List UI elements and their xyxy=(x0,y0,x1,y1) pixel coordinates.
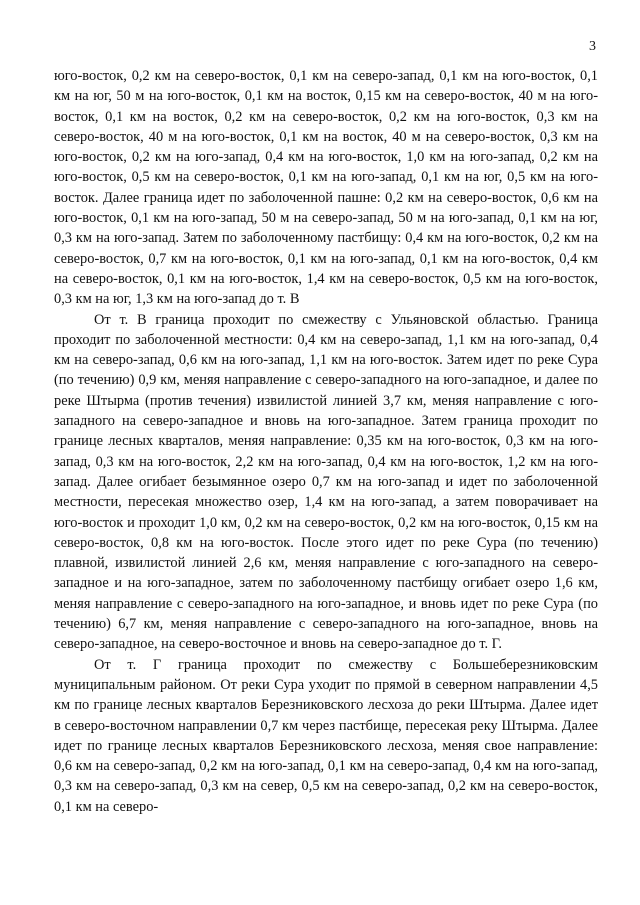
paragraph-point-v: От т. В граница проходит по смежеству с Ульяновской областью. Граница проходит по заболоченной местности: 0,4 км на северо-запад, 1,1 км на юго-запад, 0,4 км на северо-запад, 0,6 км на юго-запад, 1,1 км на юго-восток. Затем идет по реке Сура (по течению) 0,9 км, меняя направление с северо-западного на юго-западное, и далее по реке Штырма (против течения) извилистой линией 3,7 км, меняя направление с юго-западного на северо-западное и вновь на юго-западное. Затем граница проходит по границе лесных кварталов, меняя направление: 0,35 км на юго-восток, 0,3 км на юго-запад, 0,3 км на юго-восток, 2,2 км на юго-запад, 0,4 км на юго-восток, 1,2 км на юго-запад. Далее огибает безымянное озеро 0,7 км на юго-запад и идет по заболоченной местности, пересекая множество озер, 1,4 км на юго-запад, а затем поворачивает на юго-восток и проходит 1,0 км, 0,2 км на северо-восток, 0,2 км на юго-восток, 0,15 км на северо-восток, 0,8 км на юго-восток. После этого идет по реке Сура (по течению) плавной, извилистой линией 2,6 км, меняя направление с юго-западного на северо-западное и на юго-западное, затем по заболоченному пастбищу огибает озеро 1,6 км, меняя направление с северо-западного на юго-западное, и вновь идет по реке Сура (по течению) 6,7 км, меняя направление с северо-западного на юго-западное, вновь на северо-западное, на северо-восточное и вновь на северо-западное до т. Г. xyxy=(54,311,598,653)
page-number: 3 xyxy=(589,39,596,54)
paragraph-point-g: От т. Г граница проходит по смежеству с Большеберезниковским муниципальным районом. От реки Сура уходит по прямой в северном направлении 4,5 км по границе лесных кварталов Березниковского лесхоза до реки Штырма. Далее идет в северо-восточном направлении 0,7 км через пастбище, пересекая реку Штырма. Далее идет по границе лесных кварталов Березниковского лесхоза, меняя свое направление: 0,6 км на северо-запад, 0,2 км на юго-запад, 0,1 км на северо-запад, 0,4 км на юго-запад, 0,3 км на северо-запад, 0,3 км на север, 0,5 км на северо-запад, 0,2 км на северо-восток, 0,1 км на северо- xyxy=(54,656,598,815)
paragraph-continuation: юго-восток, 0,2 км на северо-восток, 0,1 км на северо-запад, 0,1 км на юго-восток, 0,1 км на юг, 50 м на юго-восток, 0,1 км на восток, 0,15 км на северо-восток, 40 м на юго-восток, 0,1 км на восток, 0,2 км на северо-восток, 0,2 км на юго-восток, 0,3 км на северо-восток, 40 м на юго-восток, 0,1 км на восток, 40 м на северо-восток, 0,3 км на юго-восток, 0,2 км на юго-запад, 0,4 км на юго-восток, 1,0 км на юго-запад, 0,2 км на юго-восток, 0,5 км на северо-восток, 0,1 км на юго-запад, 0,1 км на юг, 0,5 км на юго-восток. Далее граница идет по заболоченной пашне: 0,2 км на северо-восток, 0,6 км на юго-восток, 0,1 км на юго-запад, 50 м на северо-запад, 50 м на юго-запад, 0,1 км на юг, 0,3 км на юго-запад. Затем по заболоченному пастбищу: 0,4 км на юго-восток, 0,2 км на северо-восток, 0,7 км на юго-восток, 0,1 км на юго-запад, 0,1 км на юго-восток, 0,4 км на северо-восток, 0,1 км на юго-восток, 1,4 км на северо-восток, 0,5 км на юго-восток, 0,3 км на юг, 1,3 км на юго-запад до т. В xyxy=(54,68,598,308)
document-body xyxy=(54,66,598,817)
